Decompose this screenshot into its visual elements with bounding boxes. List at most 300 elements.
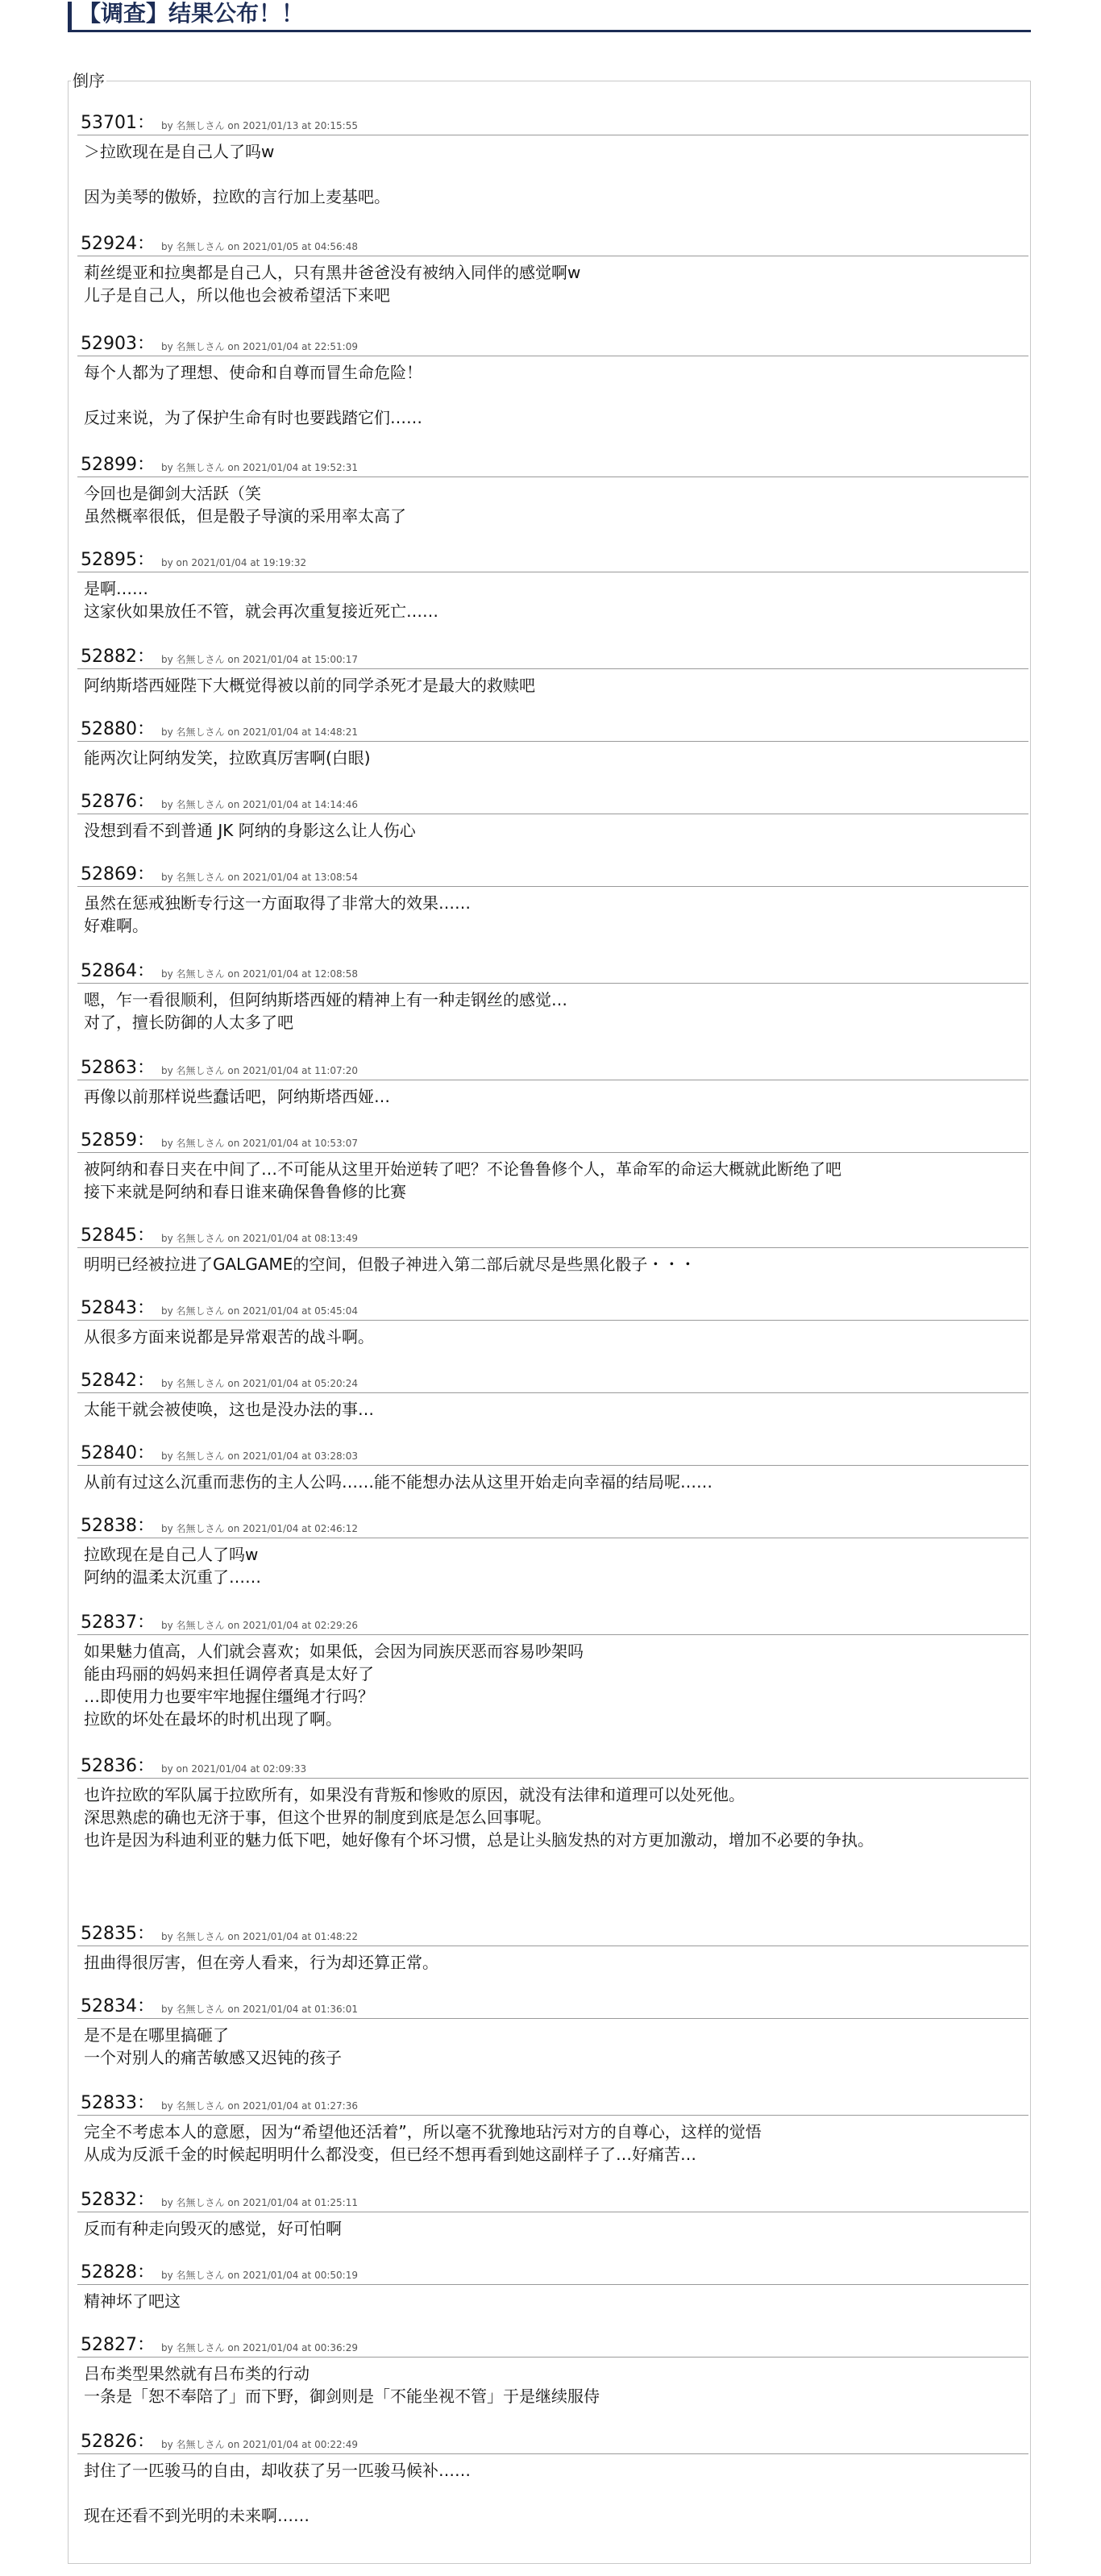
comment-number[interactable]: 52924： [81,234,155,254]
comment-post [77,453,1028,527]
comment-meta-date: 2021/01/04 [243,1305,299,1317]
comment-line: 没想到看不到普通 JK 阿纳的身影这么让人伤心 [84,821,416,840]
comment-meta-by: by [161,2270,173,2281]
comment-meta-at: at [301,1065,312,1076]
comment-meta-at: at [301,1233,312,1244]
comment-meta-author: 名無しさん [176,872,225,883]
comment-post [77,2091,1028,2166]
comment-post [77,645,1028,697]
comment-body [77,1153,1028,1203]
comment-meta-date: 2021/01/04 [243,2270,299,2281]
comment-meta-at: at [301,726,312,738]
comment-meta-author: 名無しさん [176,1138,225,1149]
comment-line: 好难啊。 [84,916,148,935]
comment-number[interactable]: 52895： [81,550,155,570]
page-title: 【调查】结果公布！！ [68,2,1031,32]
comment-post [77,718,1028,769]
comment-number[interactable]: 52834： [81,1996,155,2016]
comment-post [77,1754,1028,1851]
comment-meta-by: by [161,341,173,352]
comment-number[interactable]: 53701： [81,113,155,133]
comment-meta-at: at [301,1523,312,1534]
comment-meta [161,653,358,666]
comment-number[interactable]: 52903： [81,334,155,354]
comment-header [77,332,1028,356]
comment-body [77,2212,1028,2240]
comment-meta-at: at [301,1450,312,1462]
comment-meta-time: 08:13:49 [314,1233,358,1244]
comment-post [77,2333,1028,2407]
comment-meta-on: on [227,726,240,738]
comment-line: 每个人都为了理想、使命和自尊而冒生命危险！ [84,363,422,382]
comment-body [77,135,1028,208]
comment-meta-time: 00:50:19 [314,2270,358,2281]
comment-post [77,1224,1028,1276]
comment-meta-author: 名無しさん [176,1931,225,1942]
comment-meta-on: on [176,557,189,568]
comment-meta-at: at [301,1138,312,1149]
comment-meta-time: 00:36:29 [314,2342,358,2353]
comment-post [77,1922,1028,1974]
comment-line: 从成为反派千金的时候起明明什么都没变，但已经不想再看到她这副样子了…好痛苦… [84,2145,696,2164]
comment-meta-time: 13:08:54 [314,872,358,883]
comment-post [77,2430,1028,2527]
comment-body [77,814,1028,842]
comment-meta-author: 名無しさん [176,241,225,252]
comment-header [77,1995,1028,2019]
comment-header [77,645,1028,669]
comment-body [77,1466,1028,1493]
comment-meta-time: 04:56:48 [314,241,358,252]
comment-meta-at: at [301,1305,312,1317]
comment-meta-at: at [250,557,260,568]
comment-meta-by: by [161,241,173,252]
comment-meta-time: 12:08:58 [314,968,358,980]
comment-body [77,2116,1028,2166]
comment-meta-date: 2021/01/04 [191,557,247,568]
comment-meta-on: on [227,799,240,810]
comment-number[interactable]: 52840： [81,1443,155,1463]
comment-header [77,2430,1028,2454]
comment-number[interactable]: 52859： [81,1130,155,1151]
comment-meta-by: by [161,2100,173,2112]
comment-meta-time: 00:22:49 [314,2439,358,2450]
comment-meta-date: 2021/01/13 [243,120,299,131]
comment-number[interactable]: 52838： [81,1516,155,1536]
comment-meta-by: by [161,1378,173,1389]
comment-meta [161,1522,358,1535]
comment-meta-on: on [227,1931,240,1942]
comment-meta-on: on [227,2342,240,2353]
comment-meta-author: 名無しさん [176,1450,225,1462]
comment-meta-by: by [161,726,173,738]
comment-meta [161,2341,358,2354]
comment-meta-on: on [227,1305,240,1317]
comment-meta-author: 名無しさん [176,799,225,810]
comment-meta-date: 2021/01/04 [243,1620,299,1631]
comment-meta-date: 2021/01/04 [243,726,299,738]
comment-meta-date: 2021/01/04 [243,968,299,980]
comment-meta-date: 2021/01/04 [243,341,299,352]
comment-meta-on: on [227,2100,240,2112]
comment-meta [161,119,358,132]
comment-meta-time: 03:28:03 [314,1450,358,1462]
comment-meta-at: at [301,1931,312,1942]
comment-line: 拉欧现在是自己人了吗w [84,1545,259,1564]
comment-header [77,2333,1028,2358]
comment-meta-by: by [161,654,173,665]
comment-line: 反而有种走向毁灭的感觉，好可怕啊 [84,2219,342,2238]
comment-meta-at: at [301,872,312,883]
comment-meta [161,1762,306,1775]
comment-line: ＞拉欧现在是自己人了吗w [84,142,275,161]
comment-meta-time: 01:36:01 [314,2004,358,2015]
comment-header [77,548,1028,572]
comment-number[interactable]: 52833： [81,2093,155,2113]
comment-line: 再像以前那样说些蠢话吧，阿纳斯塔西娅… [84,1087,390,1106]
comment-meta-date: 2021/01/04 [243,1065,299,1076]
comment-body [77,1248,1028,1276]
comment-post [77,2188,1028,2240]
comment-post [77,2261,1028,2312]
comment-meta-on: on [227,1620,240,1631]
comment-meta-author: 名無しさん [176,1378,225,1389]
comment-number[interactable]: 52837： [81,1613,155,1633]
comment-meta [161,461,358,474]
comment-body [77,356,1028,429]
comment-meta-time: 20:15:55 [314,120,358,131]
comment-meta-author: 名無しさん [176,2004,225,2015]
comment-meta [161,2438,358,2451]
comment-line: 也许拉欧的军队属于拉欧所有，如果没有背叛和惨败的原因，就没有法律和道理可以处死他。 [84,1785,745,1804]
comment-meta-at: at [301,462,312,473]
comment-meta-by: by [161,799,173,810]
comment-meta [161,240,358,253]
comment-meta-on: on [227,1233,240,1244]
comment-meta-date: 2021/01/04 [243,799,299,810]
comment-line: 吕布类型果然就有吕布类的行动 [84,2364,310,2383]
comment-number[interactable]: 52864： [81,961,155,981]
comment-meta [161,1377,358,1390]
comment-body [77,2285,1028,2312]
comment-meta-author: 名無しさん [176,1233,225,1244]
comment-body [77,1946,1028,1974]
comment-meta-author: 名無しさん [176,726,225,738]
comment-line: 明明已经被拉进了GALGAME的空间，但骰子神进入第二部后就尽是些黑化骰子・・・ [84,1255,696,1274]
comment-line: 从前有过这么沉重而悲伤的主人公吗……能不能想办法从这里开始走向幸福的结局呢…… [84,1472,713,1492]
comment-meta-time: 02:09:33 [263,1763,307,1775]
comment-line: 一条是「恕不奉陪了」而下野，御剑则是「不能坐视不管」于是继续服侍 [84,2387,600,2406]
comment-header [77,959,1028,984]
comment-header [77,718,1028,742]
comment-meta [161,1450,358,1463]
comment-header [77,1611,1028,1635]
comment-meta-at: at [301,2004,312,2015]
comment-header [77,1296,1028,1321]
comment-meta-on: on [227,2439,240,2450]
comment-number[interactable]: 52882： [81,647,155,667]
comment-line: 虽然概率很低，但是骰子导演的采用率太高了 [84,506,406,526]
comment-line: 儿子是自己人，所以他也会被希望活下来吧 [84,285,390,305]
comment-body [77,2019,1028,2069]
comment-meta-on: on [227,341,240,352]
comment-post [77,1442,1028,1493]
comment-meta [161,2269,358,2282]
comment-post [77,232,1028,306]
comment-header [77,2188,1028,2212]
comment-post [77,111,1028,208]
comment-meta-time: 19:19:32 [263,557,307,568]
comment-meta-time: 14:14:46 [314,799,358,810]
comment-number[interactable]: 52845： [81,1226,155,1246]
comment-meta-date: 2021/01/04 [243,2004,299,2015]
comment-meta [161,2196,358,2209]
comment-meta-at: at [301,799,312,810]
comment-meta-by: by [161,1620,173,1631]
comment-line: 现在还看不到光明的未来啊…… [84,2506,310,2525]
comment-number[interactable]: 52827： [81,2335,155,2355]
comment-meta [161,2100,358,2112]
comment-meta [161,968,358,980]
comment-line: 封住了一匹骏马的自由，却收获了另一匹骏马候补…… [84,2461,471,2480]
comment-post [77,1296,1028,1348]
comment-number[interactable]: 52880： [81,719,155,739]
comment-meta-time: 11:07:20 [314,1065,358,1076]
comment-meta-time: 01:27:36 [314,2100,358,2112]
comment-meta-time: 19:52:31 [314,462,358,473]
comment-header [77,2091,1028,2116]
comment-meta-on: on [227,1378,240,1389]
sort-order-label[interactable]: 倒序 [73,71,105,90]
comment-body [77,1538,1028,1588]
comment-meta-author: 名無しさん [176,2100,225,2112]
comment-number[interactable]: 52836： [81,1756,155,1776]
comment-number[interactable]: 52843： [81,1298,155,1318]
comment-meta-at: at [301,120,312,131]
comment-line: 是啊…… [84,579,148,598]
comment-meta-author: 名無しさん [176,968,225,980]
comment-meta-on: on [227,1138,240,1149]
comment-body [77,1635,1028,1730]
comment-meta [161,1232,358,1245]
comment-number[interactable]: 52842： [81,1371,155,1391]
comment-post [77,1369,1028,1421]
comment-meta-by: by [161,1523,173,1534]
comment-body [77,572,1028,622]
comment-meta [161,2003,358,2016]
comment-meta-on: on [227,1523,240,1534]
comment-meta-at: at [301,241,312,252]
comment-meta [161,1930,358,1943]
comment-line: 这家伙如果放任不管，就会再次重复接近死亡…… [84,601,438,621]
comment-line: 一个对别人的痛苦敏感又迟钝的孩子 [84,2048,342,2067]
comment-meta-by: by [161,872,173,883]
comment-meta-time: 02:46:12 [314,1523,358,1534]
comment-line: 反过来说，为了保护生命有时也要践踏它们…… [84,408,422,427]
comment-meta-by: by [161,1450,173,1462]
comment-body [77,1321,1028,1348]
comment-line: 能两次让阿纳发笑，拉欧真厉害啊(白眼) [84,748,371,768]
comment-line: 拉欧的坏处在最坏的时机出现了啊。 [84,1709,342,1729]
comment-line: 完全不考虑本人的意愿，因为“希望他还活着”，所以毫不犹豫地玷污对方的自尊心，这样的觉悟 [84,2122,762,2141]
comment-body [77,1779,1028,1851]
comment-meta [161,1064,358,1077]
comment-meta-at: at [301,2100,312,2112]
comment-body [77,2454,1028,2527]
comment-meta-on: on [227,2270,240,2281]
comment-meta-author: 名無しさん [176,654,225,665]
comment-header [77,1129,1028,1153]
comment-number[interactable]: 52835： [81,1924,155,1944]
comment-post [77,863,1028,937]
comment-meta-on: on [227,2004,240,2015]
comment-line: 是不是在哪里搞砸了 [84,2025,229,2045]
comment-line [84,384,1028,406]
comment-meta-on: on [227,241,240,252]
comment-post [77,959,1028,1034]
comment-meta-by: by [161,1138,173,1149]
comment-meta-at: at [301,2197,312,2208]
comment-number[interactable]: 52828： [81,2262,155,2283]
comment-line: 对了，擅长防御的人太多了吧 [84,1013,293,1032]
comment-meta-by: by [161,1763,173,1775]
comment-number[interactable]: 52863： [81,1058,155,1078]
comment-meta-by: by [161,1931,173,1942]
comment-line: 接下来就是阿纳和春日谁来确保鲁鲁修的比赛 [84,1182,406,1201]
comment-meta-time: 15:00:17 [314,654,358,665]
comment-meta-author: 名無しさん [176,120,225,131]
comment-line: 从很多方面来说都是异常艰苦的战斗啊。 [84,1327,374,1346]
comment-meta-author: 名無しさん [176,1065,225,1076]
comment-number[interactable]: 52869： [81,864,155,884]
comment-number[interactable]: 52899： [81,455,155,475]
comment-meta-date: 2021/01/04 [243,2100,299,2112]
comment-meta-author: 名無しさん [176,1620,225,1631]
comment-meta-at: at [301,2342,312,2353]
comment-meta-time: 14:48:21 [314,726,358,738]
comment-meta-time: 02:29:26 [314,1620,358,1631]
comment-meta-date: 2021/01/04 [243,1931,299,1942]
comment-meta-on: on [227,872,240,883]
comment-number[interactable]: 52826： [81,2432,155,2452]
comment-line [84,163,1028,185]
comment-meta-at: at [301,1620,312,1631]
comment-number[interactable]: 52832： [81,2190,155,2210]
comment-meta-date: 2021/01/04 [243,1138,299,1149]
comment-meta-date: 2021/01/04 [243,1450,299,1462]
comment-body [77,2358,1028,2407]
comment-header [77,2261,1028,2285]
comment-meta [161,1305,358,1317]
comment-meta-date: 2021/01/04 [243,2439,299,2450]
comment-meta-author: 名無しさん [176,1305,225,1317]
comment-meta-time: 10:53:07 [314,1138,358,1149]
comment-meta [161,726,358,739]
comment-line: 因为美琴的傲娇，拉欧的言行加上麦基吧。 [84,187,390,206]
comment-meta [161,798,358,811]
comment-meta-on: on [227,120,240,131]
comment-meta-author: 名無しさん [176,462,225,473]
comment-line: 也许是因为科迪利亚的魅力低下吧，她好像有个坏习惯，总是让头脑发热的对方更加激动，增加不必要的争执。 [84,1830,874,1850]
comment-meta-date: 2021/01/04 [243,1378,299,1389]
comment-meta-at: at [301,968,312,980]
comment-meta-date: 2021/01/04 [243,2197,299,2208]
comment-meta-at: at [301,2270,312,2281]
comment-meta-time: 05:45:04 [314,1305,358,1317]
comment-meta-on: on [227,1450,240,1462]
comment-header [77,790,1028,814]
comment-header [77,1056,1028,1080]
comment-line: 阿纳的温柔太沉重了…… [84,1567,261,1587]
comment-post [77,790,1028,842]
comment-header [77,1922,1028,1946]
comment-meta-author: 名無しさん [176,1523,225,1534]
comment-meta-on: on [227,462,240,473]
comment-meta-by: by [161,2197,173,2208]
comment-body [77,1393,1028,1421]
comment-header [77,1369,1028,1393]
comment-meta-at: at [301,2439,312,2450]
comment-meta-by: by [161,2342,173,2353]
comment-post [77,1514,1028,1588]
comment-line: 今回也是御剑大活跃（笑 [84,484,261,503]
comment-header [77,232,1028,256]
comment-meta-author: 名無しさん [176,2342,225,2353]
comment-body [77,669,1028,697]
comment-meta-date: 2021/01/04 [243,462,299,473]
comment-meta-date: 2021/01/04 [243,1523,299,1534]
comment-meta-on: on [227,1065,240,1076]
comment-header [77,111,1028,135]
comment-meta-date: 2021/01/04 [191,1763,247,1775]
comment-meta [161,556,306,569]
comment-header [77,453,1028,477]
comment-meta-date: 2021/01/04 [243,2342,299,2353]
comment-body [77,887,1028,937]
comment-post [77,1995,1028,2069]
comment-number[interactable]: 52876： [81,792,155,812]
comment-meta-by: by [161,120,173,131]
comment-header [77,863,1028,887]
comment-line: 扭曲得很厉害，但在旁人看来，行为却还算正常。 [84,1953,438,1972]
comment-line: …即使用力也要牢牢地握住缰绳才行吗？ [84,1687,374,1706]
comment-line: 能由玛丽的妈妈来担任调停者真是太好了 [84,1664,374,1683]
comment-line: 莉丝缇亚和拉奥都是自己人，只有黑井爸爸没有被纳入同伴的感觉啊w [84,263,581,282]
comment-line: 虽然在惩戒独断专行这一方面取得了非常大的效果…… [84,893,471,913]
comment-meta-on: on [227,654,240,665]
comment-meta [161,340,358,353]
comment-meta-time: 22:51:09 [314,341,358,352]
comment-meta-date: 2021/01/04 [243,1233,299,1244]
comment-header [77,1224,1028,1248]
comment-meta-by: by [161,2439,173,2450]
comment-meta-time: 01:48:22 [314,1931,358,1942]
comment-meta-by: by [161,557,173,568]
comment-meta-at: at [301,654,312,665]
comment-body [77,984,1028,1034]
comment-body [77,1080,1028,1108]
comment-meta-date: 2021/01/04 [243,654,299,665]
comment-meta [161,1137,358,1150]
comment-meta-author: 名無しさん [176,2197,225,2208]
comment-meta-by: by [161,1305,173,1317]
comment-meta-on: on [227,968,240,980]
comment-post [77,1129,1028,1203]
comment-meta-by: by [161,2004,173,2015]
comment-meta-by: by [161,462,173,473]
comment-line: 精神坏了吧这 [84,2291,181,2311]
comment-line: 太能干就会被使唤，这也是没办法的事… [84,1400,374,1419]
